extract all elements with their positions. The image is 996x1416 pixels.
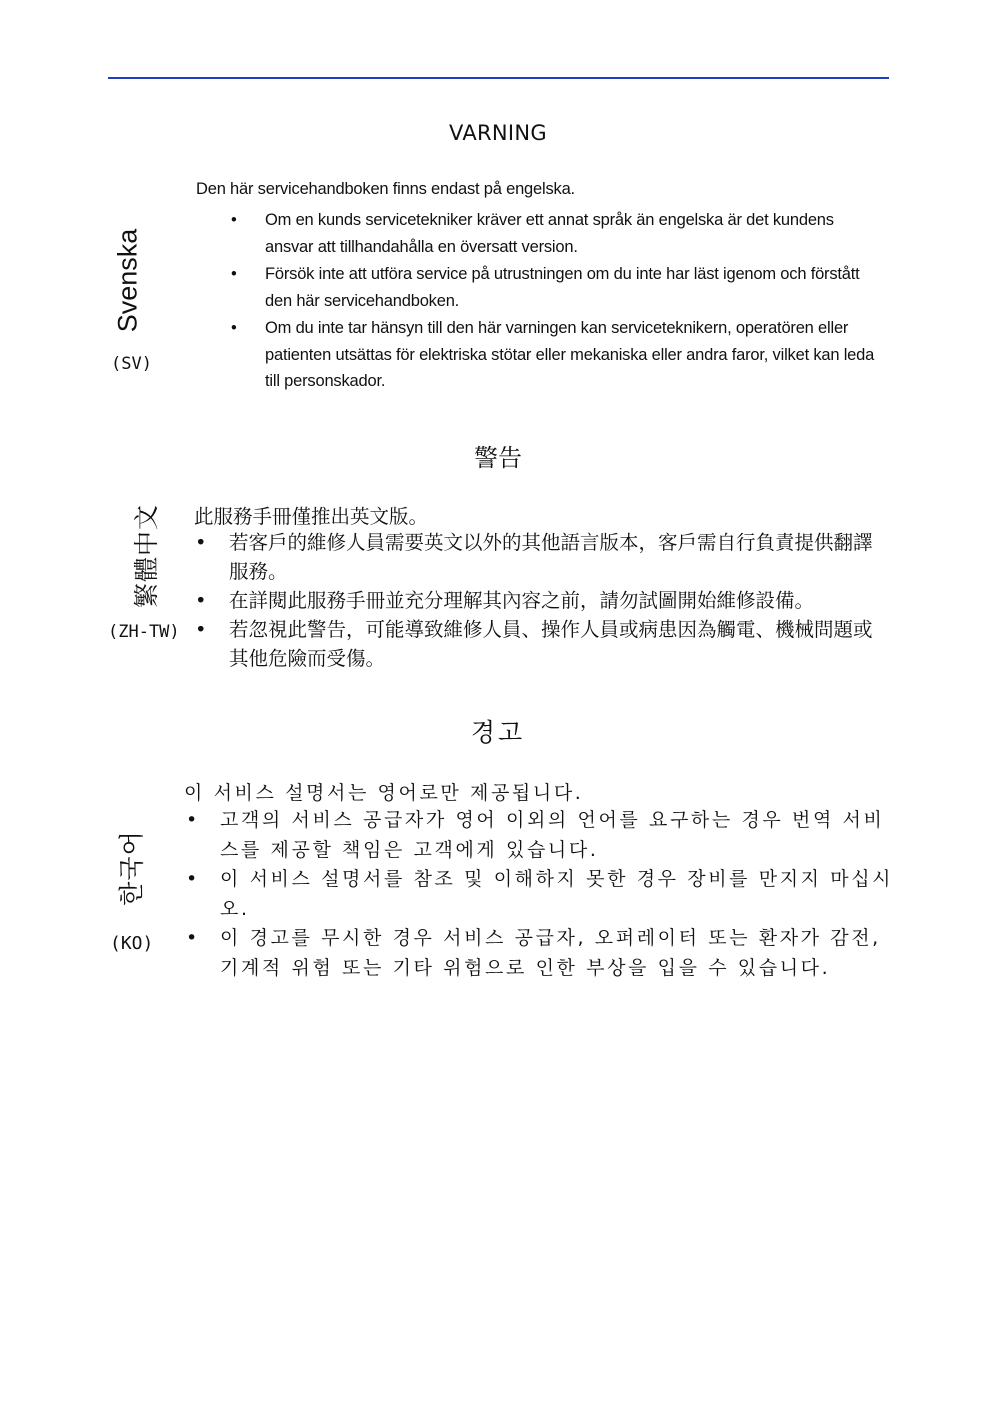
language-side-label: Svenska (112, 228, 143, 333)
section-title: VARNING (449, 121, 547, 145)
list-item-text: 이 서비스 설명서를 참조 및 이해하지 못한 경우 장비를 만지지 마십시오. (220, 868, 894, 920)
intro-text: 이 서비스 설명서는 영어로만 제공됩니다. (184, 782, 584, 804)
list-item-text: 고객의 서비스 공급자가 영어 이외의 언어를 요구하는 경우 번역 서비스를 제공할 책임은 고객에게 있습니다. (220, 809, 885, 861)
bullet-icon: • (195, 618, 207, 641)
warning-list (195, 528, 889, 673)
language-side-label: 한국어 (117, 830, 146, 906)
bullet-icon: • (231, 211, 237, 229)
list-item-text: 在詳閱此服務手冊並充分理解其內容之前，請勿試圖開始維修設備。 (229, 589, 815, 612)
bullet-icon: • (231, 319, 237, 337)
top-rule (108, 77, 889, 79)
list-item-text: 若客戶的維修人員需要英文以外的其他語言版本，客戶需自行負責提供翻譯服務。 (229, 531, 873, 583)
list-item (231, 315, 885, 395)
list-item (231, 261, 885, 314)
list-item (186, 865, 895, 924)
list-item-text: Om du inte tar hänsyn till den här varningen kan serviceteknikern, operatören eller patienten utsättas för elektriska stötar eller mekaniska eller andra faror, vilket kan leda till personskador. (265, 319, 875, 390)
bullet-icon: • (186, 927, 200, 949)
list-item (195, 586, 889, 615)
bullet-icon: • (186, 868, 200, 890)
list-item-text: 若忽視此警告，可能導致維修人員、操作人員或病患因為觸電、機械問題或其他危險而受傷。 (229, 618, 873, 670)
bullet-icon: • (195, 589, 207, 612)
language-code: (ZH-TW) (108, 622, 180, 642)
language-side-label: 繁體中文 (132, 503, 161, 608)
warning-list (231, 207, 885, 396)
language-code: (KO) (110, 933, 154, 954)
intro-text: Den här servicehandboken finns endast på engelska. (196, 180, 575, 198)
warning-list (186, 806, 895, 983)
list-item-text: Om en kunds servicetekniker kräver ett annat språk än engelska är det kundens ansvar att tillhandahålla en översatt version. (265, 211, 834, 256)
intro-text: 此服務手冊僅推出英文版。 (194, 505, 429, 528)
bullet-icon: • (186, 809, 200, 831)
bullet-icon: • (195, 531, 207, 554)
list-item (186, 924, 895, 983)
list-item-text: Försök inte att utföra service på utrustningen om du inte har läst igenom och förstått den här servicehandboken. (265, 265, 860, 310)
language-code: (SV) (111, 354, 152, 374)
section-title: 警告 (474, 444, 522, 472)
list-item-text: 이 경고를 무시한 경우 서비스 공급자, 오퍼레이터 또는 환자가 감전, 기계적 위험 또는 기타 위험으로 인한 부상을 입을 수 있습니다. (220, 927, 881, 979)
section-title: 경고 (470, 718, 526, 747)
list-item (195, 528, 889, 586)
bullet-icon: • (231, 265, 237, 283)
list-item (186, 806, 895, 865)
list-item (195, 615, 889, 673)
list-item (231, 207, 885, 260)
